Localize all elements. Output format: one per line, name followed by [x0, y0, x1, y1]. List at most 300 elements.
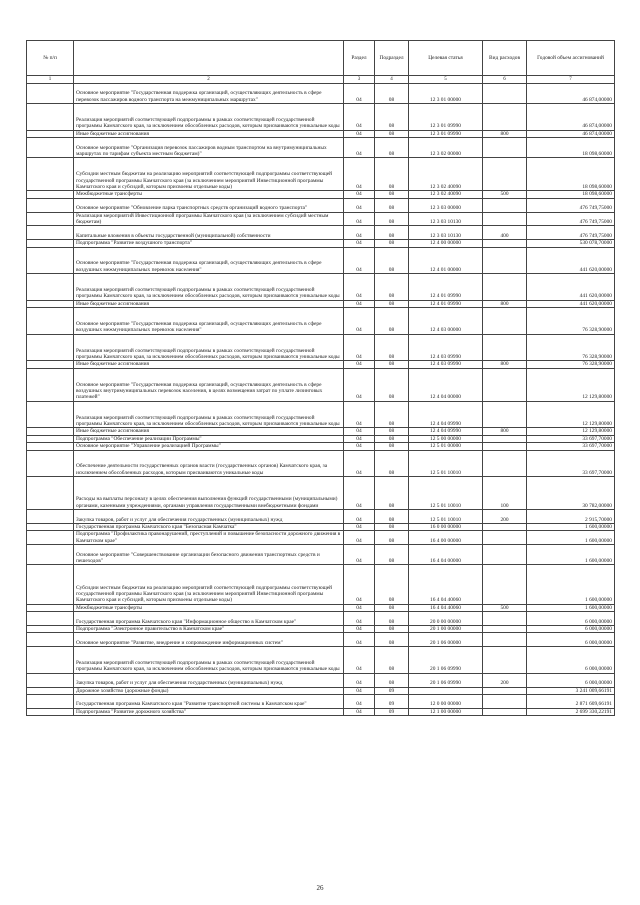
row-name-cell: Иные бюджетные ассигнования — [74, 428, 344, 435]
row-podrazdel-cell: 08 — [375, 633, 409, 647]
row-name-cell: Реализация мероприятий соответствующей подпрограммы в рамках соответствующей государственной программы Камчатского края, за исключением обособленных расходов, которым присваиваются уникальные коды — [74, 647, 344, 674]
row-num-cell — [27, 361, 74, 368]
row-podrazdel-cell: 08 — [375, 104, 409, 131]
row-podrazdel-cell: 08 — [375, 198, 409, 212]
row-num-cell — [27, 510, 74, 524]
row-razdel-cell: 04 — [344, 647, 375, 674]
row-sum-cell: 18 098,60000 — [527, 158, 615, 191]
row-num-cell — [27, 565, 74, 604]
col-number: 6 — [483, 76, 527, 84]
row-num-cell — [27, 308, 74, 335]
row-sum-cell: 1 600,00000 — [527, 565, 615, 604]
row-sum-cell: 46 874,00000 — [527, 130, 615, 137]
row-razdel-cell: 04 — [344, 240, 375, 247]
row-sum-cell: 76 328,90000 — [527, 308, 615, 335]
table-row — [27, 226, 615, 240]
row-podrazdel-cell: 08 — [375, 401, 409, 428]
header-vr: Вид расходов — [483, 41, 527, 76]
row-csr-cell: 12 0 00 00000 — [409, 694, 483, 708]
row-num-cell — [27, 604, 74, 611]
row-name-cell: Межбюджетные трансферты — [74, 604, 344, 611]
row-name-cell: Закупка товаров, работ и услуг для обеспечения государственных (муниципальных) нужд — [74, 673, 344, 687]
header-num: № п/п — [27, 41, 74, 76]
table-row — [27, 673, 615, 687]
row-vr-cell — [483, 633, 527, 647]
row-podrazdel-cell: 08 — [375, 612, 409, 626]
table-row — [27, 368, 615, 401]
row-vr-cell — [483, 531, 527, 545]
row-vr-cell: 200 — [483, 510, 527, 524]
row-sum-cell: 2 915,70000 — [527, 510, 615, 524]
row-sum-cell: 12 129,80000 — [527, 428, 615, 435]
row-vr-cell — [483, 334, 527, 361]
col-number: 1 — [27, 76, 74, 84]
row-name-cell: Иные бюджетные ассигнования — [74, 361, 344, 368]
row-vr-cell — [483, 523, 527, 530]
row-csr-cell: 12 3 02 40090 — [409, 191, 483, 198]
row-vr-cell — [483, 435, 527, 442]
row-csr-cell: 12 4 03 09990 — [409, 361, 483, 368]
row-podrazdel-cell: 08 — [375, 334, 409, 361]
row-razdel-cell: 04 — [344, 334, 375, 361]
table-row — [27, 443, 615, 450]
row-num-cell — [27, 84, 74, 104]
row-sum-cell: 1 600,00000 — [527, 604, 615, 611]
row-name-cell: Основное мероприятие "Совершенствование организации безопасного движения транспортных средств и пешеходов" — [74, 545, 344, 565]
row-podrazdel-cell: 08 — [375, 477, 409, 510]
row-name-cell: Основное мероприятие "Организация перевозок пассажиров водным транспортом на внутримуниципальных маршрутах по тарифам субъекта местным бюджетам)" — [74, 138, 344, 158]
header-csr: Целевая статья — [409, 41, 483, 76]
row-razdel-cell: 04 — [344, 673, 375, 687]
row-sum-cell: 2 871 609,66191 — [527, 694, 615, 708]
row-vr-cell: 400 — [483, 226, 527, 240]
row-razdel-cell: 04 — [344, 401, 375, 428]
row-vr-cell — [483, 647, 527, 674]
row-csr-cell: 12 5 01 10010 — [409, 450, 483, 477]
table-header-row — [27, 41, 615, 76]
row-sum-cell: 6 000,00000 — [527, 625, 615, 632]
row-vr-cell — [483, 625, 527, 632]
row-num-cell — [27, 401, 74, 428]
row-csr-cell: 12 3 01 09990 — [409, 104, 483, 131]
row-vr-cell — [483, 708, 527, 715]
row-name-cell: Иные бюджетные ассигнования — [74, 300, 344, 307]
row-sum-cell: 18 098,60000 — [527, 191, 615, 198]
row-podrazdel-cell: 08 — [375, 212, 409, 226]
row-razdel-cell: 04 — [344, 604, 375, 611]
row-num-cell — [27, 523, 74, 530]
row-vr-cell: 800 — [483, 130, 527, 137]
row-razdel-cell: 04 — [344, 510, 375, 524]
row-sum-cell: 476 749,75000 — [527, 212, 615, 226]
row-csr-cell: 12 4 04 09990 — [409, 428, 483, 435]
row-razdel-cell: 04 — [344, 274, 375, 301]
row-podrazdel-cell: 08 — [375, 138, 409, 158]
row-num-cell — [27, 247, 74, 274]
row-vr-cell — [483, 212, 527, 226]
row-sum-cell: 33 697,70000 — [527, 450, 615, 477]
row-csr-cell: 12 5 01 10010 — [409, 510, 483, 524]
row-csr-cell: 12 4 04 09990 — [409, 401, 483, 428]
row-csr-cell: 20 0 00 00000 — [409, 612, 483, 626]
row-vr-cell — [483, 308, 527, 335]
table-row — [27, 450, 615, 477]
row-vr-cell — [483, 138, 527, 158]
row-sum-cell: 18 098,60000 — [527, 138, 615, 158]
table-row — [27, 130, 615, 137]
row-name-cell: Реализация мероприятий Инвестиционной программы Камчатского края (за исключением субсидий местным бюджетам) — [74, 212, 344, 226]
row-podrazdel-cell: 09 — [375, 694, 409, 708]
table-body — [27, 84, 615, 716]
row-num-cell — [27, 300, 74, 307]
row-name-cell: Подпрограмма "Развитие воздушного транспорта" — [74, 240, 344, 247]
row-razdel-cell: 04 — [344, 130, 375, 137]
table-row — [27, 687, 615, 694]
row-razdel-cell: 04 — [344, 191, 375, 198]
row-name-cell: Иные бюджетные ассигнования — [74, 130, 344, 137]
row-sum-cell: 476 749,75000 — [527, 226, 615, 240]
row-name-cell: Основное мероприятие "Государственная поддержка организаций, осуществляющих деятельность в сфере воздушных внутримуниципальных перевозок населения, в целях возмещения затрат по уплате лизинговых платежей" — [74, 368, 344, 401]
row-vr-cell — [483, 443, 527, 450]
row-num-cell — [27, 158, 74, 191]
row-name-cell: Субсидии местным бюджетам на реализацию мероприятий соответствующей подпрограммы соответствующей государственной программы Камчатского края (за исключением мероприятий Инвестиционной программы Камчатского края и субсидий, которым присвоены отдельные коды) — [74, 565, 344, 604]
row-num-cell — [27, 428, 74, 435]
row-num-cell — [27, 443, 74, 450]
table-row — [27, 510, 615, 524]
col-number: 7 — [527, 76, 615, 84]
table-row — [27, 240, 615, 247]
row-razdel-cell: 04 — [344, 158, 375, 191]
row-num-cell — [27, 198, 74, 212]
row-podrazdel-cell: 08 — [375, 565, 409, 604]
row-csr-cell: 12 4 01 09990 — [409, 274, 483, 301]
header-sum: Годовой объем ассигнований — [527, 41, 615, 76]
row-podrazdel-cell: 08 — [375, 510, 409, 524]
row-num-cell — [27, 531, 74, 545]
row-razdel-cell: 04 — [344, 428, 375, 435]
table-row — [27, 198, 615, 212]
table-row — [27, 84, 615, 104]
row-csr-cell: 16 0 00 00000 — [409, 523, 483, 530]
row-num-cell — [27, 612, 74, 626]
row-num-cell — [27, 687, 74, 694]
row-razdel-cell: 04 — [344, 226, 375, 240]
row-podrazdel-cell: 08 — [375, 604, 409, 611]
row-num-cell — [27, 138, 74, 158]
row-name-cell: Основное мероприятие "Государственная поддержка организаций, осуществляющих деятельность в сфере воздушных межмуниципальных перевозок населения" — [74, 308, 344, 335]
row-sum-cell: 1 600,00000 — [527, 523, 615, 530]
table-row — [27, 647, 615, 674]
row-name-cell: Расходы на выплаты персоналу в целях обеспечения выполнения функций государственными (муниципальными) органами, казенными учреждениями, органами управления государственными внебюджетными фондами — [74, 477, 344, 510]
row-num-cell — [27, 694, 74, 708]
row-name-cell: Основное мероприятие "Управление реализацией Программы" — [74, 443, 344, 450]
table-row — [27, 708, 615, 715]
row-sum-cell: 6 000,00000 — [527, 633, 615, 647]
row-razdel-cell: 04 — [344, 687, 375, 694]
row-vr-cell — [483, 612, 527, 626]
row-sum-cell: 1 600,00000 — [527, 531, 615, 545]
row-razdel-cell: 04 — [344, 104, 375, 131]
table-row — [27, 604, 615, 611]
row-vr-cell — [483, 240, 527, 247]
row-razdel-cell: 04 — [344, 450, 375, 477]
row-name-cell: Реализация мероприятий соответствующей подпрограммы в рамках соответствующей государственной программы Камчатского края, за исключением обособленных расходов, которым присваиваются уникальные коды — [74, 274, 344, 301]
row-csr-cell: 12 5 01 10010 — [409, 477, 483, 510]
table-row — [27, 401, 615, 428]
row-csr-cell: 20 1 00 00000 — [409, 625, 483, 632]
row-sum-cell: 3 241 009,66191 — [527, 687, 615, 694]
row-sum-cell: 33 697,70000 — [527, 443, 615, 450]
row-podrazdel-cell: 08 — [375, 274, 409, 301]
row-csr-cell: 12 5 00 00000 — [409, 435, 483, 442]
row-vr-cell — [483, 368, 527, 401]
row-name-cell: Реализация мероприятий соответствующей подпрограммы в рамках соответствующей государственной программы Камчатского края, за исключением обособленных расходов, которым присваиваются уникальные коды — [74, 334, 344, 361]
row-razdel-cell: 04 — [344, 435, 375, 442]
row-podrazdel-cell: 08 — [375, 428, 409, 435]
table-row — [27, 545, 615, 565]
row-num-cell — [27, 130, 74, 137]
row-csr-cell: 12 3 03 10130 — [409, 226, 483, 240]
row-razdel-cell: 04 — [344, 633, 375, 647]
row-csr-cell: 12 3 01 09990 — [409, 130, 483, 137]
row-razdel-cell: 04 — [344, 565, 375, 604]
row-vr-cell — [483, 274, 527, 301]
table-row — [27, 274, 615, 301]
row-razdel-cell: 04 — [344, 308, 375, 335]
row-vr-cell — [483, 450, 527, 477]
row-sum-cell: 6 000,00000 — [527, 673, 615, 687]
row-csr-cell: 12 4 01 00000 — [409, 247, 483, 274]
row-csr-cell: 12 4 04 00000 — [409, 368, 483, 401]
row-sum-cell: 476 749,75000 — [527, 198, 615, 212]
table-row — [27, 612, 615, 626]
header-name — [74, 41, 344, 76]
row-num-cell — [27, 191, 74, 198]
table-row — [27, 523, 615, 530]
row-name-cell: Основное мероприятие "Государственная поддержка организаций, осуществляющих деятельность в сфере воздушных межмуниципальных перевозок населения" — [74, 247, 344, 274]
row-sum-cell: 30 782,00000 — [527, 477, 615, 510]
row-csr-cell: 12 3 03 10130 — [409, 212, 483, 226]
row-name-cell: Подпрограмма "Обеспечение реализации Программы" — [74, 435, 344, 442]
row-razdel-cell: 04 — [344, 247, 375, 274]
row-csr-cell: 16 4 00 00000 — [409, 531, 483, 545]
table-row — [27, 565, 615, 604]
table-row — [27, 300, 615, 307]
row-name-cell: Субсидии местным бюджетам на реализацию мероприятий соответствующей подпрограммы соответствующей государственной программы Камчатского края (за исключением мероприятий Инвестиционной программы Камчатского края и субсидий, которым присвоены отдельные коды) — [74, 158, 344, 191]
row-csr-cell: 16 4 04 40060 — [409, 565, 483, 604]
row-razdel-cell: 04 — [344, 612, 375, 626]
row-csr-cell: 12 3 01 00000 — [409, 84, 483, 104]
row-razdel-cell: 04 — [344, 198, 375, 212]
row-vr-cell — [483, 694, 527, 708]
row-razdel-cell: 04 — [344, 138, 375, 158]
row-name-cell: Капитальные вложения в объекты государственной (муниципальной) собственности — [74, 226, 344, 240]
row-num-cell — [27, 673, 74, 687]
row-razdel-cell: 04 — [344, 212, 375, 226]
row-vr-cell: 800 — [483, 361, 527, 368]
table-row — [27, 625, 615, 632]
row-num-cell — [27, 633, 74, 647]
row-sum-cell: 46 874,00000 — [527, 104, 615, 131]
row-podrazdel-cell: 08 — [375, 226, 409, 240]
row-csr-cell: 16 4 04 00000 — [409, 545, 483, 565]
row-num-cell — [27, 334, 74, 361]
row-name-cell: Государственная программа Камчатского края "Развитие транспортной системы в Камчатском крае" — [74, 694, 344, 708]
row-vr-cell — [483, 104, 527, 131]
row-podrazdel-cell: 08 — [375, 531, 409, 545]
row-razdel-cell: 04 — [344, 625, 375, 632]
row-sum-cell: 530 078,70000 — [527, 240, 615, 247]
row-podrazdel-cell: 08 — [375, 673, 409, 687]
header-podrazdel: Подраздел — [375, 41, 409, 76]
row-vr-cell: 100 — [483, 477, 527, 510]
col-number: 2 — [74, 76, 344, 84]
row-sum-cell: 12 129,80000 — [527, 401, 615, 428]
row-sum-cell: 2 699 330,22191 — [527, 708, 615, 715]
budget-table — [26, 40, 615, 716]
row-razdel-cell: 04 — [344, 545, 375, 565]
row-vr-cell — [483, 84, 527, 104]
row-vr-cell: 500 — [483, 191, 527, 198]
row-name-cell: Обеспечение деятельности государственных органов власти (государственных органов) Камчатского края, за исключением обособленных расходов, которым присваиваются уникальные коды — [74, 450, 344, 477]
row-vr-cell — [483, 687, 527, 694]
row-sum-cell: 6 000,00000 — [527, 647, 615, 674]
row-csr-cell: 20 1 06 09990 — [409, 647, 483, 674]
row-csr-cell: 20 1 06 09990 — [409, 673, 483, 687]
row-podrazdel-cell: 08 — [375, 247, 409, 274]
table-row — [27, 428, 615, 435]
row-csr-cell: 12 3 02 00000 — [409, 138, 483, 158]
row-num-cell — [27, 647, 74, 674]
table-row — [27, 435, 615, 442]
row-csr-cell: 12 5 01 00000 — [409, 443, 483, 450]
row-name-cell: Реализация мероприятий соответствующей подпрограммы в рамках соответствующей государственной программы Камчатского края, за исключением обособленных расходов, которым присваиваются уникальные коды — [74, 401, 344, 428]
col-number: 4 — [375, 76, 409, 84]
row-razdel-cell: 04 — [344, 368, 375, 401]
table-row — [27, 138, 615, 158]
table-row — [27, 361, 615, 368]
row-sum-cell: 76 328,90000 — [527, 361, 615, 368]
row-num-cell — [27, 212, 74, 226]
document-page — [26, 40, 614, 716]
row-name-cell: Реализация мероприятий соответствующей подпрограммы в рамках соответствующей государственной программы Камчатского края, за исключением обособленных расходов, которым присваиваются уникальные коды — [74, 104, 344, 131]
row-name-cell: Подпрограмма "Профилактика правонарушений, преступлений и повышение безопасности дорожного движения в Камчатском крае" — [74, 531, 344, 545]
row-razdel-cell: 04 — [344, 694, 375, 708]
row-podrazdel-cell: 08 — [375, 191, 409, 198]
row-num-cell — [27, 625, 74, 632]
row-vr-cell — [483, 158, 527, 191]
row-podrazdel-cell: 08 — [375, 130, 409, 137]
header-razdel: Раздел — [344, 41, 375, 76]
row-name-cell: Основное мероприятие "Развитие, внедрение и сопровождение информационных систем" — [74, 633, 344, 647]
row-sum-cell: 6 000,00000 — [527, 612, 615, 626]
row-csr-cell: 12 1 00 00000 — [409, 708, 483, 715]
row-razdel-cell: 04 — [344, 531, 375, 545]
row-podrazdel-cell: 08 — [375, 435, 409, 442]
row-name-cell: Государственная программа Камчатского края "Информационное общество в Камчатском крае" — [74, 612, 344, 626]
table-row — [27, 334, 615, 361]
row-sum-cell: 441 620,00000 — [527, 274, 615, 301]
row-podrazdel-cell: 08 — [375, 647, 409, 674]
row-csr-cell: 12 4 00 00000 — [409, 240, 483, 247]
row-sum-cell: 441 620,00000 — [527, 247, 615, 274]
row-num-cell — [27, 435, 74, 442]
row-sum-cell: 12 129,80000 — [527, 368, 615, 401]
row-podrazdel-cell: 08 — [375, 523, 409, 530]
row-razdel-cell: 04 — [344, 300, 375, 307]
row-name-cell: Основное мероприятие "Государственная поддержка организаций, осуществляющих деятельность в сфере перевозок пассажиров водного транспорта на межмуниципальных маршрутах" — [74, 84, 344, 104]
row-podrazdel-cell: 08 — [375, 84, 409, 104]
row-razdel-cell: 04 — [344, 477, 375, 510]
table-row — [27, 191, 615, 198]
table-row — [27, 158, 615, 191]
row-sum-cell: 33 697,70000 — [527, 435, 615, 442]
row-csr-cell: 12 4 03 09990 — [409, 334, 483, 361]
row-vr-cell — [483, 545, 527, 565]
row-csr-cell: 12 3 03 00000 — [409, 198, 483, 212]
row-name-cell: Подпрограмма "Развитие дорожного хозяйства" — [74, 708, 344, 715]
row-vr-cell — [483, 198, 527, 212]
row-podrazdel-cell: 08 — [375, 450, 409, 477]
row-csr-cell: 20 1 06 00000 — [409, 633, 483, 647]
row-podrazdel-cell: 08 — [375, 443, 409, 450]
table-row — [27, 694, 615, 708]
row-name-cell: Межбюджетные трансферты — [74, 191, 344, 198]
row-name-cell: Основное мероприятие "Обновление парка транспортных средств организаций водного транспорта" — [74, 198, 344, 212]
row-num-cell — [27, 274, 74, 301]
row-name-cell: Подпрограмма "Электронное правительство в Камчатском крае" — [74, 625, 344, 632]
row-num-cell — [27, 708, 74, 715]
table-row — [27, 212, 615, 226]
row-name-cell: Дорожное хозяйство (дорожные фонды) — [74, 687, 344, 694]
row-vr-cell — [483, 565, 527, 604]
table-row — [27, 531, 615, 545]
col-number: 5 — [409, 76, 483, 84]
row-csr-cell — [409, 687, 483, 694]
row-num-cell — [27, 226, 74, 240]
row-name-cell: Закупка товаров, работ и услуг для обеспечения государственных (муниципальных) нужд — [74, 510, 344, 524]
row-podrazdel-cell: 08 — [375, 545, 409, 565]
row-csr-cell: 12 3 02 40090 — [409, 158, 483, 191]
table-row — [27, 308, 615, 335]
row-csr-cell: 12 4 01 09990 — [409, 300, 483, 307]
row-razdel-cell: 04 — [344, 361, 375, 368]
row-razdel-cell: 04 — [344, 523, 375, 530]
row-sum-cell: 76 328,90000 — [527, 334, 615, 361]
row-num-cell — [27, 450, 74, 477]
row-csr-cell: 12 4 03 00000 — [409, 308, 483, 335]
table-row — [27, 633, 615, 647]
row-vr-cell — [483, 401, 527, 428]
row-podrazdel-cell: 08 — [375, 625, 409, 632]
row-vr-cell: 500 — [483, 604, 527, 611]
row-sum-cell: 1 600,00000 — [527, 545, 615, 565]
row-sum-cell: 46 874,00000 — [527, 84, 615, 104]
table-row — [27, 477, 615, 510]
row-podrazdel-cell: 08 — [375, 158, 409, 191]
col-number: 3 — [344, 76, 375, 84]
row-vr-cell — [483, 247, 527, 274]
row-num-cell — [27, 368, 74, 401]
row-podrazdel-cell: 09 — [375, 708, 409, 715]
row-podrazdel-cell: 08 — [375, 361, 409, 368]
row-razdel-cell: 04 — [344, 708, 375, 715]
row-num-cell — [27, 104, 74, 131]
row-num-cell — [27, 545, 74, 565]
row-vr-cell: 800 — [483, 428, 527, 435]
row-sum-cell: 441 620,00000 — [527, 300, 615, 307]
row-podrazdel-cell: 09 — [375, 687, 409, 694]
